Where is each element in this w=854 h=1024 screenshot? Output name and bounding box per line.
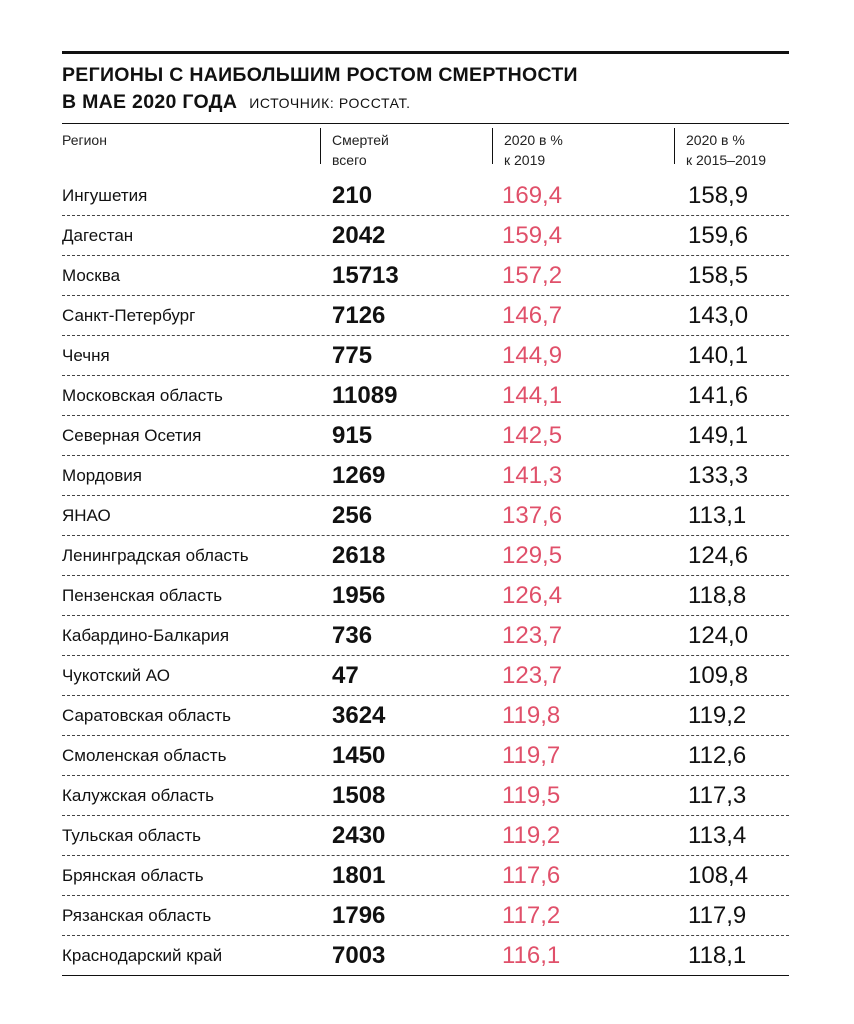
cell-deaths: 2042	[332, 222, 386, 249]
table-row	[62, 655, 789, 695]
header-pct-2019-line-2: к 2019	[504, 152, 546, 168]
top-rule	[62, 51, 789, 54]
table-row	[62, 775, 789, 815]
cell-pct-2019: 119,8	[502, 702, 561, 729]
table-row	[62, 455, 789, 495]
cell-deaths: 15713	[332, 262, 399, 289]
source-note: ИСТОЧНИК: РОССТАТ.	[249, 95, 411, 111]
cell-pct-2015-2019: 117,3	[688, 782, 747, 809]
cell-pct-2019: 129,5	[502, 542, 563, 569]
cell-pct-2015-2019: 124,0	[688, 622, 749, 649]
cell-pct-2019: 119,2	[502, 822, 561, 849]
table-row	[62, 535, 789, 575]
cell-pct-2019: 116,1	[502, 942, 561, 969]
cell-pct-2015-2019: 143,0	[688, 302, 749, 329]
cell-region: Дагестан	[62, 226, 134, 245]
cell-pct-2015-2019: 159,6	[688, 222, 749, 249]
cell-region: Калужская область	[62, 786, 214, 805]
cell-pct-2015-2019: 158,5	[688, 262, 749, 289]
cell-region: Московская область	[62, 386, 223, 405]
table-header	[62, 124, 789, 174]
cell-pct-2019: 123,7	[502, 622, 563, 649]
cell-pct-2019: 144,9	[502, 342, 563, 369]
table-row	[62, 895, 789, 935]
cell-deaths: 2430	[332, 822, 386, 849]
cell-deaths: 915	[332, 422, 373, 449]
table-row	[62, 735, 789, 775]
cell-pct-2015-2019: 112,6	[688, 742, 747, 769]
table-row	[62, 575, 789, 615]
header-deaths-line-2: всего	[332, 152, 367, 168]
cell-pct-2019: 146,7	[502, 302, 563, 329]
cell-region: Ингушетия	[62, 186, 148, 205]
cell-pct-2019: 144,1	[502, 382, 563, 409]
header-deaths-line-1: Смертей	[332, 132, 389, 148]
cell-deaths: 3624	[332, 702, 386, 729]
table-row	[62, 615, 789, 655]
cell-deaths: 1450	[332, 742, 386, 769]
cell-pct-2019: 119,5	[502, 782, 561, 809]
cell-pct-2019: 157,2	[502, 262, 563, 289]
header-pct-2015-2019	[686, 130, 766, 170]
header-region: Регион	[62, 132, 107, 148]
cell-pct-2019: 159,4	[502, 222, 563, 249]
cell-pct-2019: 117,2	[502, 902, 561, 929]
cell-deaths: 1508	[332, 782, 386, 809]
cell-pct-2019: 126,4	[502, 582, 563, 609]
cell-pct-2015-2019: 113,4	[688, 822, 747, 849]
cell-pct-2015-2019: 140,1	[688, 342, 749, 369]
cell-deaths: 1796	[332, 902, 386, 929]
table-row	[62, 255, 789, 295]
cell-region: Саратовская область	[62, 706, 231, 725]
header-separator	[320, 128, 321, 164]
cell-pct-2019: 117,6	[502, 862, 561, 889]
table-row	[62, 815, 789, 855]
cell-pct-2015-2019: 109,8	[688, 662, 749, 689]
cell-pct-2015-2019: 108,4	[688, 862, 749, 889]
cell-deaths: 47	[332, 662, 359, 689]
cell-region: Брянская область	[62, 866, 204, 885]
cell-pct-2019: 123,7	[502, 662, 563, 689]
cell-pct-2015-2019: 119,2	[688, 702, 747, 729]
cell-pct-2019: 141,3	[502, 462, 563, 489]
cell-deaths: 1269	[332, 462, 386, 489]
cell-region: Рязанская область	[62, 906, 212, 925]
cell-pct-2019: 142,5	[502, 422, 563, 449]
chart-title	[62, 62, 789, 117]
bottom-rule	[62, 975, 789, 976]
cell-pct-2015-2019: 158,9	[688, 182, 749, 209]
cell-deaths: 1956	[332, 582, 386, 609]
header-pct-2019-line-1: 2020 в %	[504, 132, 563, 148]
cell-pct-2015-2019: 117,9	[688, 902, 747, 929]
table-row	[62, 935, 789, 975]
header-separator	[674, 128, 675, 164]
table-row	[62, 335, 789, 375]
cell-pct-2019: 169,4	[502, 182, 563, 209]
title-line-2-text: В МАЕ 2020 ГОДА	[62, 91, 238, 113]
cell-region: Пензенская область	[62, 586, 223, 605]
cell-deaths: 2618	[332, 542, 386, 569]
cell-region: Мордовия	[62, 466, 142, 485]
cell-pct-2015-2019: 118,1	[688, 942, 747, 969]
header-pct-2019	[504, 130, 563, 170]
cell-region: Чукотский АО	[62, 666, 170, 685]
table-row	[62, 495, 789, 535]
cell-region: Москва	[62, 266, 121, 285]
cell-deaths: 11089	[332, 382, 398, 409]
cell-region: Кабардино-Балкария	[62, 626, 230, 645]
cell-region: ЯНАО	[62, 506, 111, 525]
cell-pct-2019: 137,6	[502, 502, 563, 529]
mortality-table-figure	[62, 51, 789, 976]
cell-region: Ленинградская область	[62, 546, 249, 565]
cell-pct-2015-2019: 133,3	[688, 462, 749, 489]
cell-region: Краснодарский край	[62, 946, 223, 965]
header-deaths	[332, 130, 389, 170]
title-line-1: РЕГИОНЫ С НАИБОЛЬШИМ РОСТОМ СМЕРТНОСТИ	[62, 64, 578, 86]
header-pct-2015-2019-line-1: 2020 в %	[686, 132, 745, 148]
cell-pct-2015-2019: 113,1	[688, 502, 747, 529]
cell-region: Тульская область	[62, 826, 201, 845]
header-pct-2015-2019-line-2: к 2015–2019	[686, 152, 767, 168]
cell-deaths: 210	[332, 182, 373, 209]
cell-region: Чечня	[62, 346, 110, 365]
cell-pct-2015-2019: 124,6	[688, 542, 749, 569]
cell-deaths: 775	[332, 342, 373, 369]
cell-deaths: 7003	[332, 942, 386, 969]
cell-region: Санкт-Петербург	[62, 306, 196, 325]
header-separator	[492, 128, 493, 164]
table-row	[62, 415, 789, 455]
cell-deaths: 1801	[332, 862, 386, 889]
table-row	[62, 215, 789, 255]
table-row	[62, 295, 789, 335]
table-row	[62, 695, 789, 735]
cell-deaths: 736	[332, 622, 373, 649]
table-row	[62, 176, 789, 215]
cell-pct-2019: 119,7	[502, 742, 561, 769]
table-row	[62, 855, 789, 895]
cell-deaths: 256	[332, 502, 373, 529]
table-row	[62, 375, 789, 415]
title-line-2	[62, 89, 789, 117]
cell-pct-2015-2019: 118,8	[688, 582, 747, 609]
table-body	[62, 176, 789, 975]
cell-pct-2015-2019: 149,1	[688, 422, 749, 449]
cell-region: Смоленская область	[62, 746, 227, 765]
cell-deaths: 7126	[332, 302, 386, 329]
cell-pct-2015-2019: 141,6	[688, 382, 749, 409]
cell-region: Северная Осетия	[62, 426, 202, 445]
